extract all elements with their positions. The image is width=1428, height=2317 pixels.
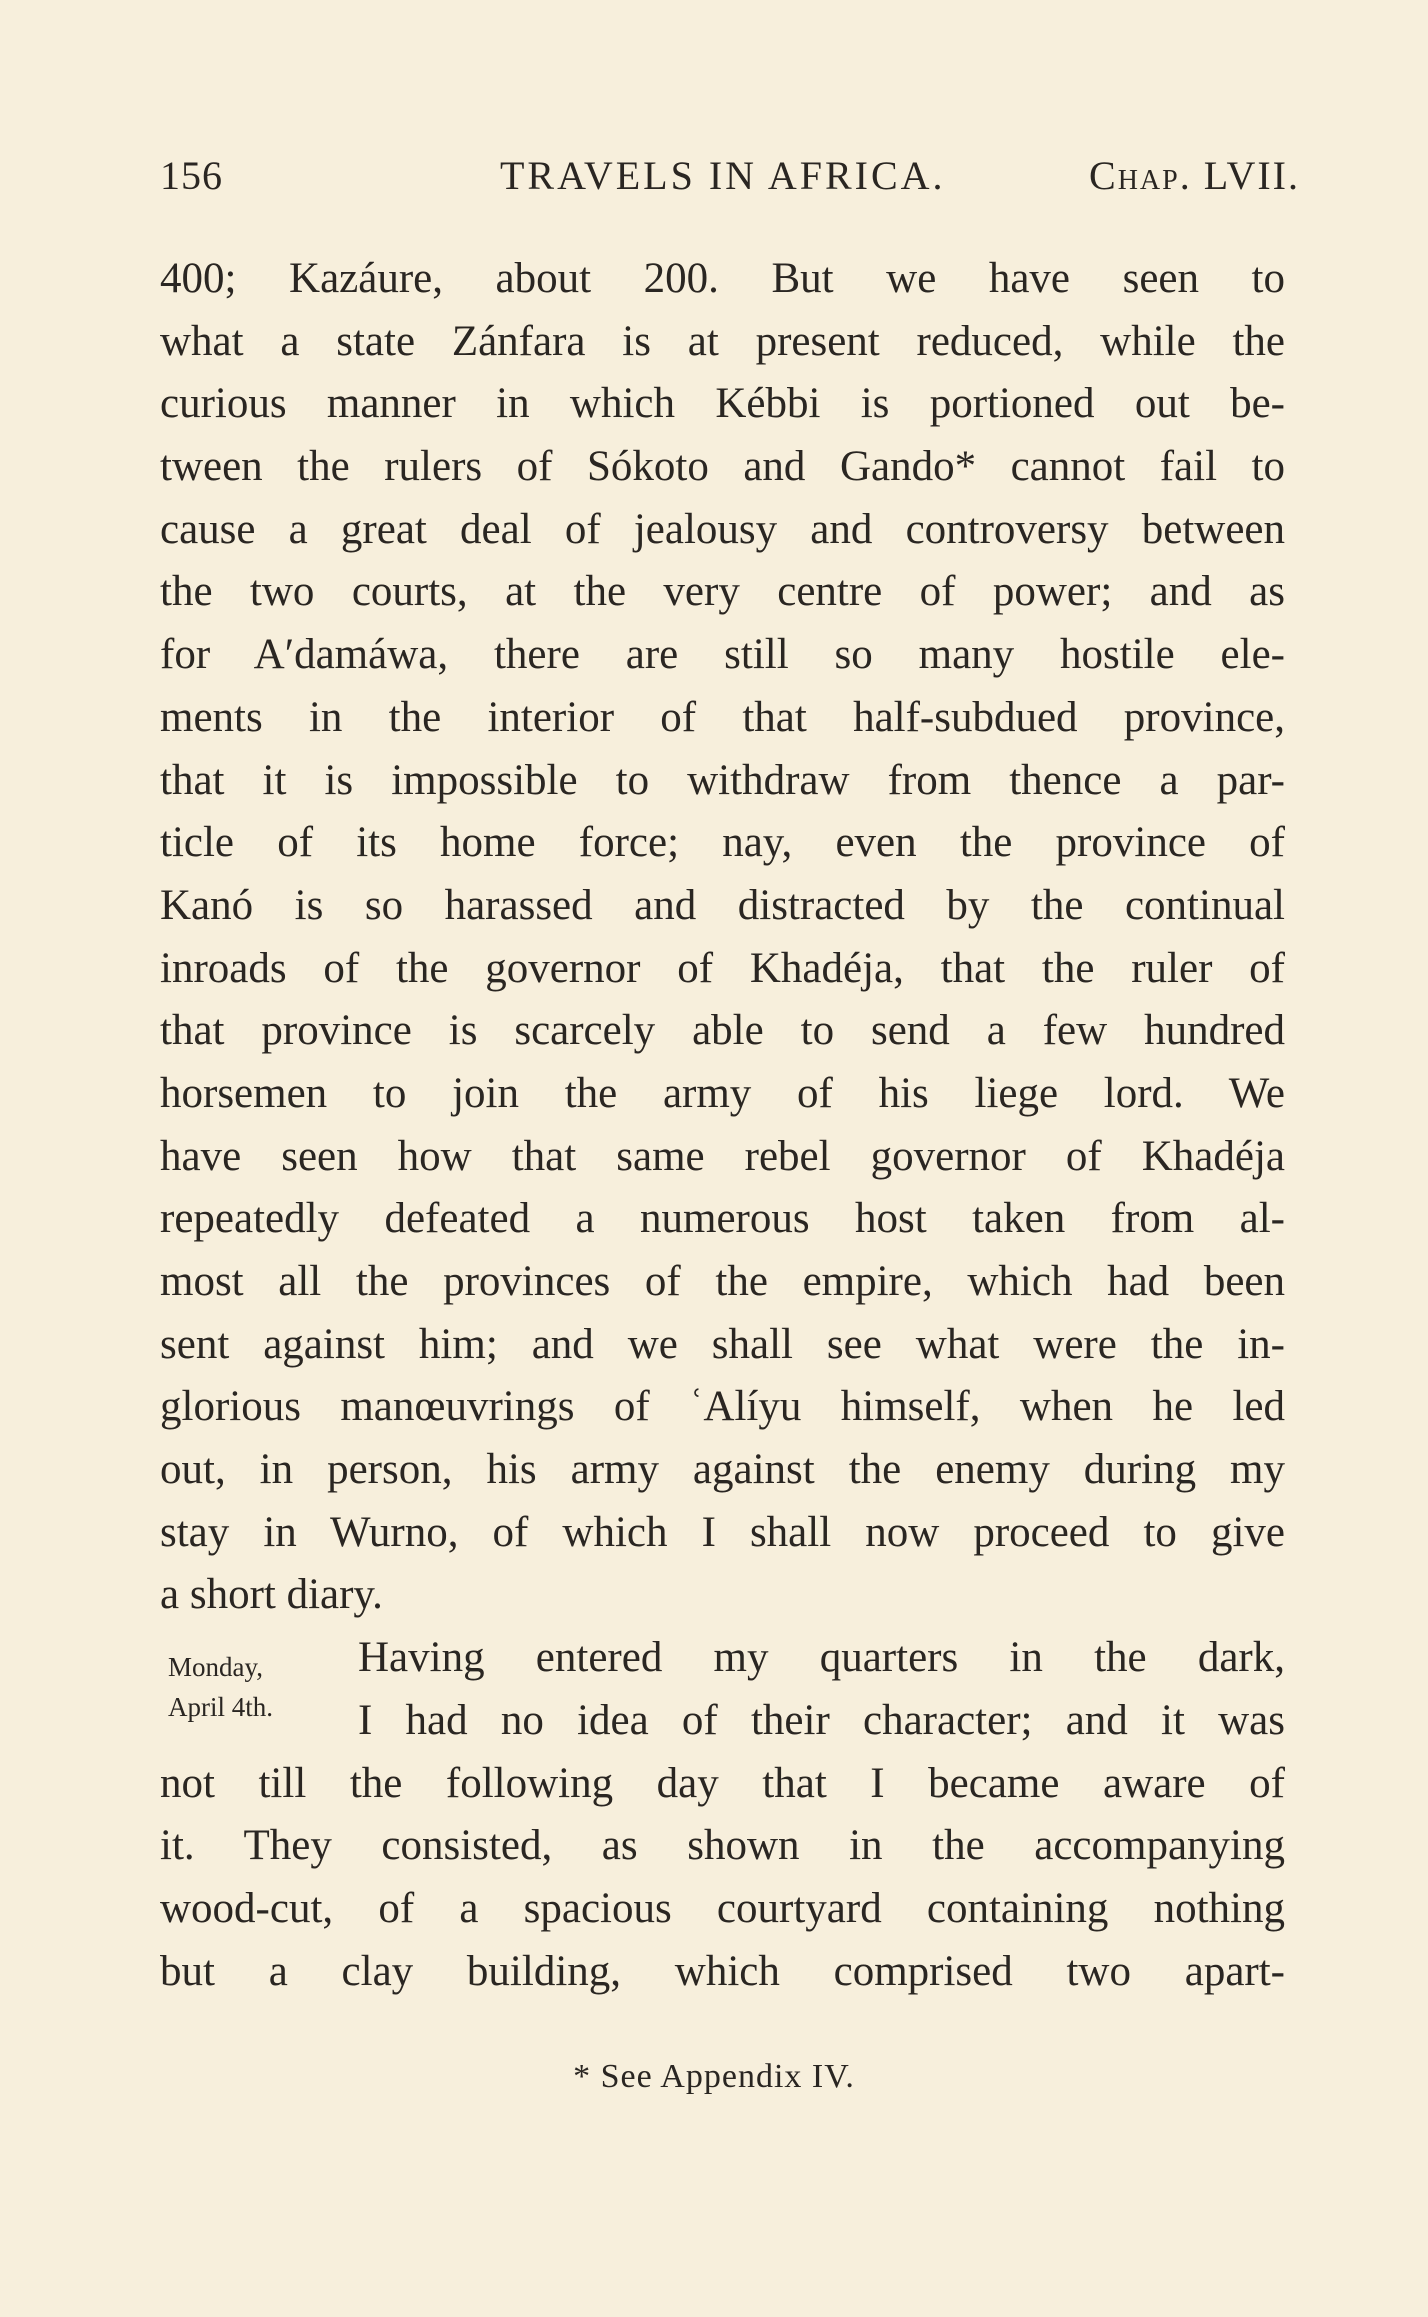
text-line: it. They consisted, as shown in the accompanying [160,1822,1285,1870]
text-line: not till the following day that I became aware of [160,1759,1285,1807]
text-line: out, in person, his army against the enemy during my [160,1446,1285,1494]
text-line: Kanó is so harassed and distracted by the continual [160,881,1285,929]
margin-note-date: April 4th. [168,1692,273,1722]
text-line: tween the rulers of Sókoto and Gando* cannot fail to [160,443,1285,491]
text-line: wood-cut, of a spacious courtyard containing nothing [160,1884,1285,1932]
text-line: glorious manœuvrings of ʿAlíyu himself, when he led [160,1383,1285,1431]
text-line: cause a great deal of jealousy and controversy between [160,505,1285,553]
text-line: that province is scarcely able to send a few hundred [160,1007,1285,1055]
margin-note-day: Monday, [168,1652,263,1682]
text-line: sent against him; and we shall see what were the in- [160,1320,1285,1368]
text-line: that it is impossible to withdraw from thence a par- [160,756,1285,804]
text-line: most all the provinces of the empire, which had been [160,1258,1285,1305]
text-line: inroads of the governor of Khadéja, that the ruler of [160,944,1285,992]
text-line: 400; Kazáure, about 200. But we have seen to [160,255,1285,302]
body-text [160,248,1285,2003]
text-line: a short diary. [160,1571,383,1619]
text-line: horsemen to join the army of his liege lord. We [160,1069,1285,1117]
text-line: repeatedly defeated a numerous host taken from al- [160,1195,1285,1243]
text-line: ticle of its home force; nay, even the province of [160,819,1285,867]
text-line: what a state Zánfara is at present reduced, while the [160,317,1285,365]
footnote: * See Appendix IV. [573,2058,855,2095]
text-line: I had no idea of their character; and it was [358,1696,1285,1744]
text-line: for A′damáwa, there are still so many hostile ele- [160,631,1285,679]
text-line: ments in the interior of that half-subdued province, [160,693,1285,741]
text-line: have seen how that same rebel governor of Khadéja [160,1132,1285,1180]
running-title: TRAVELS IN AFRICA. [500,153,946,198]
page-header [160,152,1300,212]
text-line: curious manner in which Kébbi is portioned out be- [160,380,1285,428]
page-number: 156 [160,153,223,198]
text-line: Having entered my quarters in the dark, [358,1634,1285,1682]
text-line: but a clay building, which comprised two apart- [160,1947,1285,1995]
text-line: the two courts, at the very centre of power; and as [160,568,1285,616]
text-line: stay in Wurno, of which I shall now proceed to give [160,1508,1285,1556]
chapter-label: Chap. LVII. [1089,153,1300,198]
